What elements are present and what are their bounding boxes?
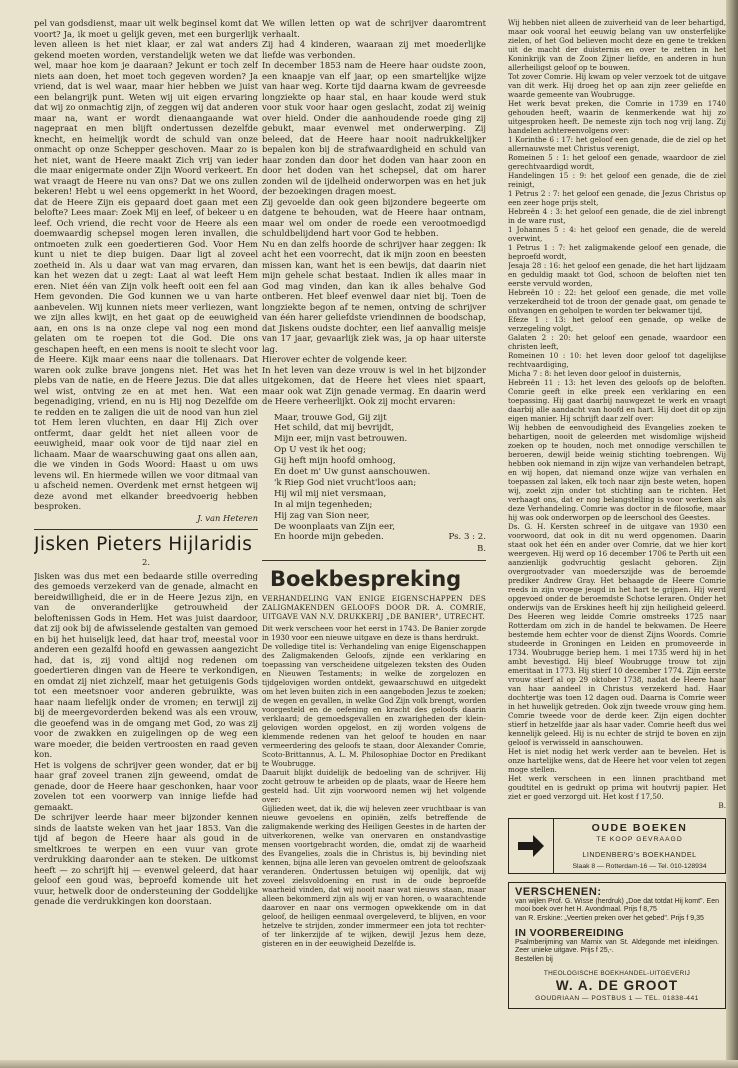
review-paragraph: De volledige titel is: Verhandeling van enige Eigenschappen des Zaligmakenden Geloofs, zijnde een verklaring en toepassing van verscheidene uitgelezen teksten des Ouden en Nieuwen Testaments; in welke de zorgelozen en tijdgelovigen worden ontdekt, gewaarschuwd en uitgedekt om het leven buiten zich in een aangeboden Jezus te zoeken; de wegen en gevallen, in welke God Zijn volk brengt, worden voorgesteld en de oefening en kracht des geloofs daarin verklaard; de gemoedsgevallen en zwarigheden der klein-gelovigen worden opgelost, en zij worden volgens de klemmende redenen van het geloof te houden en naar vermeerdering des geloofs te staan, door Alexander Comrie, Scoto-Brittannus, A. L. M. Philosophiae Doctor en Predikant te Woubrugge. bbox=[262, 641, 486, 768]
psalm-poem bbox=[274, 413, 486, 544]
ad-address: GOUDRIAAN — POSTBUS 1 — TEL. 01838-441 bbox=[535, 994, 699, 1002]
review-paragraph: Tot zover Comrie. Hij kwam op veler verzoek tot de uitgave van dit werk. Hij droeg het op aan zijn zeer geliefde en waarde gemeente van Woubrugge. bbox=[508, 72, 726, 99]
poem-line: De woonplaats van Zijn eer, bbox=[274, 521, 395, 532]
review-heading: VERHANDELING VAN ENIGE EIGENSCHAPPEN DES ZALIGMAKENDEN GELOOFS DOOR DR. A. COMRIE, UITGAVE VAN N.V. DRUKKERIJ „DE BANIER", UTRECHT. bbox=[262, 593, 486, 621]
sermon-item: Romeinen 5 : 1: het geloof een genade, waardoor de ziel gerechtvaardigd wordt, bbox=[508, 153, 726, 171]
arrow-icon bbox=[509, 819, 554, 873]
article-text: pel van godsdienst, maar uit welk beginsel komt dat voort? Ja, ik moet u gelijk geven, met een burgerlijk leven alleen is het niet klaar, er zal wat anders gekend moeten worden, verstandelijk weten we dat wel, maar hoe kom je daaraan? Jekunt er toch zelf niets aan doen, het moet toch gegeven worden? Ja vriend, dat is wel waar, maar hier hebben we juist een belangrijk punt. Weten wij uit eigen ervaring dat wij zo onmachtig zijn, of zeggen wij dat anderen maar na, want er wordt dienaangaande wat nagepraat en men blijft ondertussen dezelfde knecht, en heimelijk wordt de schuld van onze onmacht op onze Schepper geschoven. Maar zo is het niet, want de Heere maakt Zich vrij van ieder die maar enigermate onder Zijn Woord verkeert. En wat vraagt de Heere nu van ons? Dat we ons zullen bekeren! Hebt u wel eens opgemerkt in het Woord, dat de Heere Zijn eis gepaard doet gaan met een belofte? Lees maar: Zoek Mij en leef, of bekeer u en leef. Och vriend, die recht voor de Heere als een doemwaardig schepsel mogen leren invallen, die ontmoeten zulk een goedertieren God. Voor Hem kunt u niet te diep buigen. Daar ligt al zoveel zoetheid in. Als u daar wat van mag ervaren, dan kan het wezen dat u zegt: Laat al wat leeft Hem eren. Niet één van Zijn volk heeft ooit een fel aan Hem gevonden. Die God kunnen we u van harte aanbevelen. Wij kunnen niets meer verliezen, want we zijn alles kwijt, en het gaat op de eeuwigheid aan, en ons is na onze clepe val nog een mond gelaten om te roepen tot die God. Die ons geschapen heeft, en een mens is nooit te slecht voor de Heere. Kijk maar eens naar die tollenaars. Dat waren ook zulke brave jongens niet. Het was het plebs van de natie, en de Heere Jezus. Die dat alles wel wist, ontving ze en at met hen. Wat een begenadiging, vriend, en nu is Hij nog Dezelfde om te redden en te zaligen die uit de nood van hun ziel tot Hem leren vluchten, en daar Hij Zich over ontfermt, daar geldt het niet alleen voor de eeuwigheid, maar ook voor de tijd naar ziel en lichaam. Maar de waarschuwing gaat ons allen aan, die we vinden in Gods Woord: Haast u om uws levens wil. En hiermede willen we voor ditmaal van u afscheid nemen. Overdenk met ernst hetgeen wij deze avond met elkander breedvoerig hebben besproken. bbox=[34, 18, 258, 511]
page-edge bbox=[726, 0, 738, 1068]
poem-line: Het schild, dat mij bevrijdt, bbox=[274, 423, 394, 434]
sermon-item: Efeze 1 : 13: het geloof een genade, op welke de verzegeling volgt, bbox=[508, 315, 726, 333]
sermon-item: 1 Petrus 2 : 7: het geloof een genade, die Jezus Christus op een zeer hoge prijs stelt, bbox=[508, 189, 726, 207]
poem-line: Gij heft mijn hoofd omhoog, bbox=[274, 456, 396, 467]
review-paragraph: Daaruit blijkt duidelijk de bedoeling van de schrijver. Hij zocht getrouw te arbeiden op de plaats, waar de Heere hem gesteld had. Uit zijn voorwoord nemen wij het volgende over: bbox=[262, 767, 486, 804]
ad-subheading: IN VOORBEREIDING bbox=[515, 927, 625, 940]
review-initials: B. bbox=[718, 801, 726, 810]
article-paragraph: In het leven van deze vrouw is wel in het bijzonder uitgekomen, dat de Heere het vlees niet spaart, maar ook wat Zijn genade vermag. En daarin werd de Heere verheerlijkt. Ook zij mocht ervaren: bbox=[262, 364, 486, 406]
column-right bbox=[508, 18, 726, 1058]
review-paragraph: Wij hebben de eenvoudigheid des Evangelies zoeken te behartigen, nooit de geleerden met wisdomlige wijsheid zoeken op te houden, noch met onnodige verschillen te beroeren, dewijl beide weinig stichting toebrengen. Wij hebben ook niemand in zijn wijze van verhandelen betrapt, en wij hopen, dat niemand onze wijze van verhalen en toepassen zal laken, elk toch naar zijn beste weten, hopen wij, zoekt zijn onder tot stichting aan te richten. Het verhaagt ons, dat er nog belangstelling is voor werken als deze Verhandeling. Comrie was doctor in de filosofie, maar hij was ook onderworpen op de leerschool des Geestes. bbox=[508, 423, 726, 522]
sermon-item: 1 Petrus 1 : 7: het zaligmakende geloof een genade, die beproefd wordt, bbox=[508, 243, 726, 261]
ad-oude-boeken bbox=[508, 818, 726, 874]
article-paragraph: Hierover echter de volgende keer. bbox=[262, 354, 408, 364]
sermon-item: Jesaja 28 : 16: het geloof een genade, die het hart lijdzaam en geduldig maakt tot God, schoon de beloften niet ten eerste vervuld worden, bbox=[508, 261, 726, 288]
article-paragraph: Zij gevoelde dan ook geen bijzondere begeerte om datgene te behouden, wat de Heere haar ontnam, maar wel om onder de roede een verootmoedigd schuldbelijdend hart voor God te hebben. bbox=[262, 196, 486, 238]
divider bbox=[34, 529, 258, 530]
section-paragraph: Het is volgens de schrijver geen wonder, dat er bij haar graf zoveel tranen zijn geweend, omdat de genade, door de Heere haar geschonken, haar voor zovelen tot een voorwerp van innige liefde had gemaakt. bbox=[34, 759, 258, 812]
sermon-item: Galaten 2 : 20: het geloof een genade, waardoor een christen leeft, bbox=[508, 333, 726, 351]
poem-initial: B. bbox=[477, 543, 486, 554]
review-paragraph: Het werk bevat preken, die Comrie in 1739 en 1740 gehouden heeft, waarin de kenmerkende wat hij zo uitgesproken heeft. De nemeste zijn toch nog vrij lang. Zij handelen achtereenvolgens over: bbox=[508, 99, 726, 135]
ad-address: Slaak 8 — Rotterdam-16 — Tel. 010-128934 bbox=[572, 862, 707, 870]
ad-heading: VERSCHENEN: bbox=[515, 886, 602, 898]
poem-line: En doet m' Uw gunst aanschouwen. bbox=[274, 467, 431, 478]
review-paragraph: Gijlieden weet, dat ik, die wij heleven zeer vruchtbaar is van nieuwe gevoelens en opiniën, zelfs betreffende de zaligmakende werking des Heiligen Geestes in de harten der uitverkorenen, welke van onervaren en onstandvastige mensen voortgebracht worden, die, omdat zij de waarheid des Evangelies, zoals die in Christus is, bij bevinding niet kennen, bijna alle leren van gevoelen omtrent de geloofszaak veranderen. Ondertussen betuigen wij openlijk, dat wij zoveel zielsvoldoening en rust in de oude beproefde waarheid vinden, dat wij nooit naar wat nieuws staan, maar alleen bekommerd zijn als wij er van horen, o waarachtende daarover en naar ons vermogen opwekkende om in dat geloof, de heiligen eenmaal overgeleverd, te blijven, en voor hetzelve te strijden, zonder immermeer een jota tot rechter- of ter linkerzijde af te wijken, dewijl Jezus hem deze, gisteren en in der eeuwigheid Dezelfde is. bbox=[262, 803, 486, 948]
ad-verschenen bbox=[508, 882, 726, 1009]
ad-heading: OUDE BOEKEN bbox=[591, 822, 688, 834]
poem-line: Mijn eer, mijn vast betrouwen. bbox=[274, 434, 408, 445]
review-paragraph: Dit werk verscheen voor het eerst in 1743. De Banier zorgde in 1930 voor een nieuwe uitgave en deze is thans herdrukt. bbox=[262, 623, 486, 642]
poem-line: In al mijn tegenheden; bbox=[274, 499, 373, 510]
sermon-item: Hebreën 11 : 13: het leven des geloofs op de beloften. Comrie geeft in elke preek een verklaring en een toepassing. Hij gaat daarbij nauwgezet te werk en vraagt daarbij alle aandacht van hoofd en hart. Hij doet dit op zijn eigen manier. Hij schrijft daar zelf over: bbox=[508, 378, 726, 423]
poem-line: En hoorde mijn gebeden. bbox=[274, 532, 384, 543]
ad-subheading: TE KOOP GEVRAAGD bbox=[596, 835, 683, 843]
review-paragraph: Het is niet nodig het werk verder aan te bevelen. Het is onze hartelijke wens, dat de Heere het voor velen tot zegen moge stellen. bbox=[508, 747, 726, 774]
sermon-item: Romeinen 10 : 10: het leven door geloof tot dagelijkse rechtvaardiging, bbox=[508, 351, 726, 369]
poem-last-row bbox=[274, 532, 486, 543]
poem-line: Hij wil mij niet versmaan, bbox=[274, 488, 387, 499]
psalm-reference: Ps. 3 : 2. bbox=[448, 532, 486, 543]
section-title: Jisken Pieters Hijlaridis bbox=[34, 534, 253, 555]
sermon-item: Hebreën 10 : 22: het geloof een genade, die met volle verzekerdheid tot de troon der genade gaat, om genade te ontvangen en geholpen te worden ter bekwamer tijd, bbox=[508, 288, 726, 315]
poem-line: Hij zag van Sion neer, bbox=[274, 510, 370, 521]
ad-publisher-line: THEOLOGISCHE BOEKHANDEL-UITGEVERIJ bbox=[543, 969, 691, 977]
article-paragraph: In december 1853 nam de Heere haar oudste zoon, een knaapje van elf jaar, op een smartelijke wijze van haar weg. Korte tijd daarna kwam de gevreesde longziekte op haar stal, en haar koude werd stuk voor stuk voor haar ogen geslacht, zodat zij weinig over hield. Onder die aanhoudende roede ging zij gebukt, maar evenwel met onderwerping. Zij beleed, dat de Heere haar nooit nadrukkelijker bepalen kon bij de strafwaardigheid en schuld van haar zonden dan door het doden van haar zoon en door het doden van het schepsel, dat om harer zonden wil de ijdelheid onderworpen was en het juk der bezoekingen dragen moest. bbox=[262, 60, 486, 196]
sermon-item: Micha 7 : 8: het leven door geloof in duisternis, bbox=[508, 369, 682, 378]
ad-order-note: Bestellen bij bbox=[515, 955, 553, 963]
divider bbox=[262, 560, 486, 561]
article-paragraph: Zij had 4 kinderen, waaraan zij met moederlijke liefde was verbonden. bbox=[262, 39, 486, 60]
sermon-item: Handelingen 15 : 9: het geloof een genade, die de ziel reinigt, bbox=[508, 171, 726, 189]
review-paragraph: Het werk verscheen in een linnen prachtband met goudtitel en is gedrukt op prima wit houtvrij papier. Het ziet er goed verzorgd uit. Het kost f 17,50. bbox=[508, 774, 726, 801]
ad-shop-name: LINDENBERG's BOEKHANDEL bbox=[582, 850, 697, 859]
sermon-item: 1 Korinthe 6 : 17: het geloof een genade, die de ziel op het allernauwste met Christus verenigt, bbox=[508, 135, 726, 153]
article-paragraph: We willen letten op wat de schrijver daaromtrent verhaalt. bbox=[262, 18, 486, 39]
ad-item: van wijlen Prof. G. Wisse (herdruk) „Doe dat totdat Hij komt". Een mooi boek over het H. Avondmaal. Prijs f 8,75 bbox=[515, 897, 719, 914]
ad-brand: W. A. DE GROOT bbox=[555, 978, 679, 994]
review-paragraph: Wij hebben niet alleen de zuiverheid van de leer behartigd, maar ook vooral het eeuwig belang van uw onsterfelijke zielen, of het God believen mocht deze en gene te trekken uit de macht der duisternis en over te zetten in het Koninkrijk van de Zoon Zijner liefde, en anderen in hun allerheiligst geloof op te bouwen. bbox=[508, 18, 726, 72]
review-section-title: Boekbespreking bbox=[270, 566, 462, 591]
ad-item: van R. Erskine: „Veertien preken over het gebed". Prijs f 9,35 bbox=[515, 914, 704, 922]
section-paragraph: De schrijver leerde haar meer bijzonder kennen sinds de laatste weken van het jaar 1853. Van die tijd af begon de Heere haar als goud in de smeltkroes te werpen en een vuur van grote verdrukking daaronder aan te steken. De uitkomst heeft — zo schrijft hij — evenwel geleerd, dat haar geloof een goud was, beproefd komende uit het vuur, hetwelk door de ondersteuning der Goddelijke genade die verdrukkingen kon doorstaan. bbox=[34, 812, 258, 906]
review-paragraph: Ds. G. H. Kersten schreef in de uitgave van 1930 een voorwoord, dat ook in dit nu werd opgenomen. Daarin staat ook het één en ander over Comrie, dat we hier kort weergeven. Hij werd op 16 december 1706 te Perth uit een aanzienlijk godvruchtig geslacht geboren. Zijn overgrootvader van moederszijde was de beroemde prediker Andrew Gray. Het behaagde de Heere Comrie reeds in zijn vroege jeugd in het hart te grijpen. Hij werd opgevoed onder de beroemdste Schotse leraren. Onder het onderwijs van de Erskines heeft hij zijn heiligheid geleerd. Des Heeren weg leidde Comrie omstreeks 1725 naar Rotterdam om zich in de handel te bekwamen. De Heere bestemde hem echter voor de dienst Zijns Woords. Comrie studeerde in Groningen en Leiden en promoveerde in 1734. Woubrugge beriep hem. 1 mei 1735 werd hij in het ambt bevestigd. Hij bleef Woubrugge trouw tot zijn emeritaat in 1773. Hij stierf 10 december 1774. Zijn eerste vrouw stierf al op 29 oktober 1738, nadat de Heere haar van haar aandeel in Christus verzekerd had. Haar dochtertje was toen 12 dagen oud. Daarna is Comrie weer in het huwelijk getreden. Ook zijn tweede vrouw ging hem. Comrie tweede voor de derde keer. Zijn eigen dochter stierf in hetzelfde jaar als haar vader. Comrie heeft dus wel kennelijk geleed. Hij is nu echter de strijd te boven en zijn geloof is verwisseld in aanschouwen. bbox=[508, 522, 726, 747]
section-paragraph: Jisken was dus met een bedaarde stille overreding des gemoeds verzekerd van de genade, almacht en bereidwilligheid, die er in de Heere Jezus zijn, en van de onveranderlijke getrouwheid der beloftenissen Gods in Hem. Het was juist daardoor, dat zij ook bij de afwisselende gestalten van gemoed en bij het huiselijk leed, dat haar trof, meestal voor anderen een gezalfd hoofd en gewassen aangezicht had, dat is, zij vond altijd nog redenen om goedertieren dingen van de Heere te verkondigen, en omdat zij niet zichzelf, maar het getuigenis Gods tot een meetsnoer voor anderen gebruikte, was haar naam liefelijk onder de vromen; en terwijl zij bij de meergevorderden bekend was als een vrouw, die geoefend was in de omgang met God, zo was zij voor de zwakken en zuigelingen op de weg een ware moeder, die beiden vertroosten en raad geven kon. bbox=[34, 570, 258, 759]
poem-line: Maar, trouwe God, Gij zijt bbox=[274, 412, 387, 423]
column-middle bbox=[262, 18, 486, 1058]
poem-line: Op U vest ik het oog; bbox=[274, 445, 367, 456]
sermon-item: 1 Johannes 5 : 4: het geloof een genade, die de wereld overwint, bbox=[508, 225, 726, 243]
sermon-item: Hebreën 4 : 3: het geloof een genade, die de ziel inbrengt in de ware rust, bbox=[508, 207, 726, 225]
article-signature: J. van Heteren bbox=[197, 512, 258, 523]
poem-line: 'k Riep God niet vrucht'loos aan; bbox=[274, 477, 417, 488]
article-paragraph: Nu en dan zelfs hoorde de schrijver haar zeggen: Ik acht het een voorrecht, dat ik mijn zoon en beesten missen kan, want het is een bewijs, dat daarin niet mijn gehele schat bestaat. Indien ik alles maar in God mag vinden, dan kan ik alles behalve God ontberen. Het bleef evenwel daar niet bij. Toen de longziekte begon af te nemen, ontving de schrijver van één harer geliefdste vriendinnen de boodschap, dat Jiskens oudste dochter, een lief aanvallig meisje van 17 jaar, gevaarlijk ziek was, ja op haar uiterste lag. bbox=[262, 238, 486, 354]
page-edge-bottom bbox=[0, 1060, 738, 1068]
ad-item: Psalmberijming van Marnix van St. Aldegonde met inleidingen. Zeer unieke uitgave. Prijs f 25,-. bbox=[515, 938, 719, 955]
section-number: 2. bbox=[142, 557, 150, 567]
column-left bbox=[34, 18, 258, 1058]
